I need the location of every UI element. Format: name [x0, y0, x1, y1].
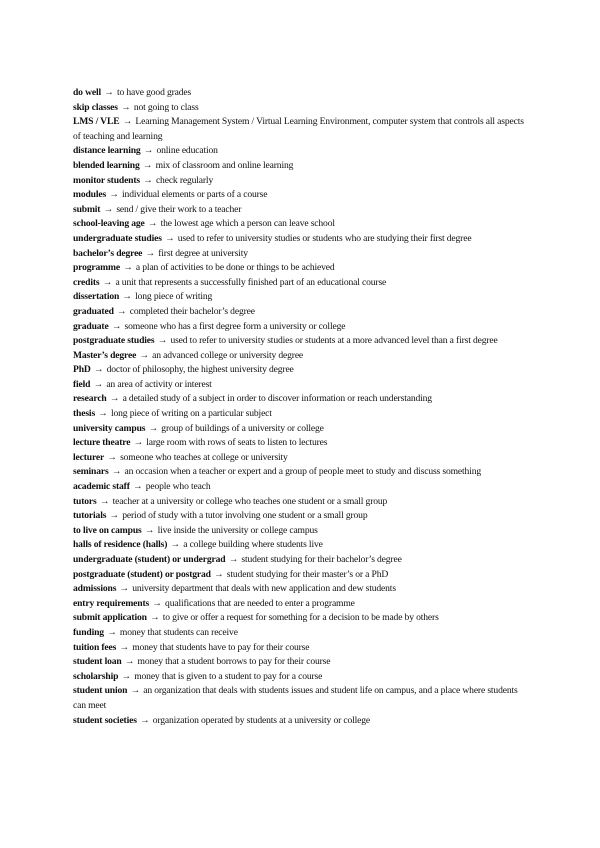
glossary-entry: [73, 611, 528, 626]
glossary-definition: the lowest age which a person can leave school: [160, 218, 335, 230]
glossary-entry: [73, 407, 528, 422]
arrow-icon: →: [214, 568, 224, 580]
glossary-entry: [73, 320, 528, 335]
glossary-entry: [73, 655, 528, 670]
glossary-entry: [73, 276, 528, 291]
glossary-term: tuition fees: [73, 641, 117, 653]
arrow-icon: →: [111, 320, 122, 332]
arrow-icon: →: [121, 101, 131, 113]
glossary-term: programme: [73, 262, 120, 274]
glossary-definition: money that a student borrows to pay for their course: [137, 656, 331, 668]
glossary-definition: online education: [156, 145, 218, 157]
glossary-term: academic staff: [73, 481, 130, 493]
glossary-term: modules: [73, 189, 107, 201]
glossary-term: credits: [73, 276, 100, 288]
glossary-entry: [73, 626, 528, 641]
arrow-icon: →: [143, 174, 153, 186]
glossary-term: halls of residence (halls): [73, 539, 168, 551]
arrow-icon: →: [145, 247, 155, 259]
arrow-icon: →: [133, 481, 143, 493]
arrow-icon: →: [104, 87, 114, 98]
arrow-icon: →: [122, 291, 132, 303]
arrow-icon: →: [124, 656, 135, 668]
arrow-icon: →: [117, 305, 127, 317]
glossary-definition: an occasion when a teacher or expert and a group of people meet to study and discuss something: [124, 466, 482, 478]
arrow-icon: →: [109, 393, 120, 405]
glossary-entry: [73, 349, 528, 364]
glossary-entry: [73, 305, 528, 320]
glossary-entry: [73, 509, 528, 524]
glossary-term: dissertation: [73, 291, 120, 303]
glossary-entry: [73, 378, 528, 393]
glossary-definition: a detailed study of a subject in order to discover information or reach understanding: [122, 393, 432, 405]
glossary-definition: live inside the university or college campus: [157, 524, 318, 536]
arrow-icon: →: [144, 524, 155, 536]
glossary-term: postgraduate (student) or postgrad: [73, 568, 211, 580]
glossary-entry: [73, 451, 528, 466]
glossary-entry: [73, 480, 528, 495]
glossary-entry: [73, 232, 528, 247]
glossary-term: postgraduate studies: [73, 335, 155, 347]
glossary-entry: [73, 684, 528, 713]
arrow-icon: →: [130, 685, 141, 697]
glossary-term: submit application: [73, 612, 147, 624]
glossary-definition: people who teach: [145, 481, 211, 493]
glossary-entry: [73, 436, 528, 451]
arrow-icon: →: [170, 539, 180, 551]
glossary-term: monitor students: [73, 174, 140, 186]
arrow-icon: →: [119, 641, 129, 653]
arrow-icon: →: [121, 670, 131, 682]
glossary-entry: [73, 392, 528, 407]
glossary-definition: mix of classroom and online learning: [155, 159, 294, 171]
glossary-term: student societies: [73, 714, 137, 726]
glossary-definition: used to refer to university studies or students at a more advanced level than a first degree: [170, 335, 498, 347]
glossary-entry: [73, 159, 528, 174]
arrow-icon: →: [157, 335, 168, 347]
glossary-definition: money that students can receive: [119, 626, 238, 638]
glossary-definition: someone who teaches at college or university: [120, 451, 288, 463]
glossary-term: research: [73, 393, 107, 405]
arrow-icon: →: [107, 451, 117, 463]
glossary-definition: money that students have to pay for their course: [132, 641, 310, 653]
arrow-icon: →: [102, 276, 113, 288]
glossary-entry: [73, 203, 528, 218]
glossary-term: graduate: [73, 320, 109, 332]
glossary-definition: an advanced college or university degree: [152, 349, 304, 361]
glossary-entry: [73, 86, 528, 101]
glossary-term: funding: [73, 626, 104, 638]
glossary-term: undergraduate studies: [73, 232, 162, 244]
glossary-term: university campus: [73, 422, 146, 434]
arrow-icon: →: [150, 612, 160, 624]
glossary-definition: individual elements or parts of a course: [122, 189, 268, 201]
glossary-definition: a plan of activities to be done or things to be achieved: [135, 262, 335, 274]
glossary-entry: [73, 714, 528, 729]
glossary-definition: check regularly: [155, 174, 214, 186]
arrow-icon: →: [140, 714, 150, 726]
glossary-definition: used to refer to university studies or students who are studying their first degree: [177, 232, 472, 244]
arrow-icon: →: [133, 437, 144, 449]
glossary-definition: organization operated by students at a university or college: [152, 714, 371, 726]
glossary-definition: send / give their work to a teacher: [116, 203, 242, 215]
arrow-icon: →: [103, 203, 114, 215]
glossary-entry: [73, 217, 528, 232]
glossary-entry: [73, 188, 528, 203]
glossary-term: submit: [73, 203, 101, 215]
glossary-term: scholarship: [73, 670, 119, 682]
glossary-entry: [73, 261, 528, 276]
arrow-icon: →: [93, 364, 104, 376]
glossary-definition: qualifications that are needed to enter a programme: [165, 597, 355, 609]
glossary-term: school-leaving age: [73, 218, 145, 230]
glossary-entry: [73, 174, 528, 189]
glossary-list: [73, 86, 528, 728]
glossary-term: thesis: [73, 408, 96, 420]
arrow-icon: →: [107, 626, 117, 638]
arrow-icon: →: [228, 554, 239, 565]
glossary-term: lecturer: [73, 451, 105, 463]
glossary-entry: [73, 670, 528, 685]
glossary-definition: large room with rows of seats to listen to lectures: [146, 437, 328, 449]
glossary-entry: [73, 422, 528, 437]
glossary-definition: money that is given to a student to pay for a course: [134, 670, 323, 682]
glossary-term: PhD: [73, 364, 91, 376]
glossary-term: to live on campus: [73, 524, 142, 536]
glossary-definition: a college building where students live: [183, 539, 323, 551]
glossary-definition: someone who has a first degree form a university or college: [124, 320, 346, 332]
glossary-document: [73, 86, 528, 728]
arrow-icon: →: [122, 116, 133, 128]
arrow-icon: →: [165, 232, 175, 244]
arrow-icon: →: [98, 408, 108, 420]
arrow-icon: →: [111, 466, 122, 478]
glossary-entry: [73, 465, 528, 480]
glossary-term: LMS / VLE: [73, 116, 120, 128]
glossary-definition: not going to class: [133, 101, 199, 113]
glossary-definition: student studying for their master’s or a PhD: [226, 568, 389, 580]
glossary-term: student union: [73, 685, 128, 697]
arrow-icon: →: [139, 349, 149, 361]
glossary-definition: an area of activity or interest: [106, 378, 212, 390]
glossary-definition: an organization that deals with students issues and student life on campus, and a place where students can meet: [73, 685, 518, 711]
glossary-term: admissions: [73, 583, 117, 595]
arrow-icon: →: [147, 218, 158, 230]
glossary-term: do well: [73, 87, 101, 98]
glossary-entry: [73, 144, 528, 159]
glossary-definition: teacher at a university or college who teaches one student or a small group: [112, 495, 388, 507]
arrow-icon: →: [123, 262, 133, 274]
glossary-term: field: [73, 378, 91, 390]
glossary-definition: completed their bachelor’s degree: [129, 305, 255, 317]
glossary-definition: to have good grades: [116, 87, 192, 98]
glossary-definition: period of study with a tutor involving one student or a small group: [122, 510, 368, 522]
glossary-term: tutors: [73, 495, 97, 507]
glossary-term: entry requirements: [73, 597, 150, 609]
glossary-definition: Learning Management System / Virtual Learning Environment, computer system that controls all aspects of teaching and learning: [73, 116, 524, 142]
glossary-definition: long piece of writing on a particular subject: [110, 408, 272, 420]
glossary-definition: long piece of writing: [135, 291, 213, 303]
glossary-entry: [73, 495, 528, 510]
glossary-term: Master’s degree: [73, 349, 137, 361]
arrow-icon: →: [93, 378, 104, 390]
glossary-entry: [73, 363, 528, 378]
glossary-entry: [73, 290, 528, 305]
glossary-entry: [73, 553, 528, 568]
glossary-entry: [73, 115, 528, 144]
glossary-definition: first degree at university: [158, 247, 248, 259]
glossary-definition: to give or offer a request for something for a decision to be made by others: [162, 612, 439, 624]
glossary-entry: [73, 247, 528, 262]
glossary-entry: [73, 101, 528, 116]
arrow-icon: →: [152, 597, 162, 609]
glossary-entry: [73, 582, 528, 597]
arrow-icon: →: [109, 510, 119, 522]
glossary-definition: university department that deals with new application and dew students: [132, 583, 396, 595]
glossary-term: undergraduate (student) or undergrad: [73, 554, 226, 565]
glossary-entry: [73, 641, 528, 656]
glossary-definition: group of buildings of a university or college: [161, 422, 324, 434]
glossary-definition: student studying for their bachelor’s degree: [241, 554, 402, 565]
arrow-icon: →: [143, 145, 154, 157]
arrow-icon: →: [148, 422, 159, 434]
glossary-definition: doctor of philosophy, the highest university degree: [106, 364, 294, 376]
arrow-icon: →: [109, 189, 119, 201]
arrow-icon: →: [142, 159, 153, 171]
glossary-definition: a unit that represents a successfully finished part of an educational course: [115, 276, 387, 288]
glossary-term: distance learning: [73, 145, 141, 157]
glossary-term: seminars: [73, 466, 109, 478]
glossary-entry: [73, 538, 528, 553]
glossary-term: student loan: [73, 656, 122, 668]
glossary-term: lecture theatre: [73, 437, 131, 449]
glossary-term: bachelor’s degree: [73, 247, 143, 259]
glossary-entry: [73, 334, 528, 349]
glossary-term: blended learning: [73, 159, 140, 171]
arrow-icon: →: [99, 495, 110, 507]
glossary-term: skip classes: [73, 101, 118, 113]
glossary-entry: [73, 597, 528, 612]
glossary-term: graduated: [73, 305, 114, 317]
glossary-entry: [73, 524, 528, 539]
arrow-icon: →: [119, 583, 129, 595]
glossary-entry: [73, 568, 528, 583]
glossary-term: tutorials: [73, 510, 107, 522]
